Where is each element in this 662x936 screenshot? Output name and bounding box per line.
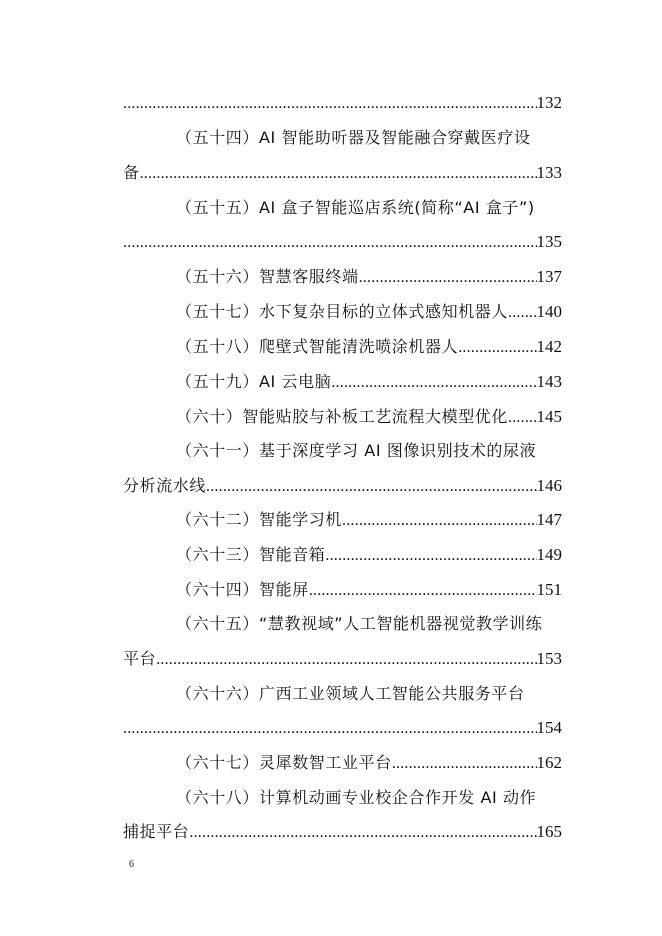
toc-entry-57[interactable] <box>176 299 562 325</box>
toc-entry-65-line2[interactable] <box>123 646 562 672</box>
dot-leader <box>123 716 537 741</box>
toc-entry-title: （六十六）广西工业领域人工智能公共服务平台 <box>176 684 525 703</box>
toc-entry-title-cont: 备 <box>123 163 140 182</box>
dot-leader <box>156 647 536 672</box>
toc-entry-66-line1[interactable] <box>176 681 562 707</box>
toc-page-number: 149 <box>536 545 562 564</box>
toc-entry-62[interactable] <box>176 507 562 533</box>
dot-leader <box>189 820 536 845</box>
toc-entry-continuation[interactable] <box>123 90 562 116</box>
toc-page-number: 137 <box>536 267 562 286</box>
toc-entry-67[interactable] <box>176 750 562 776</box>
dot-leader <box>508 405 536 430</box>
dot-leader <box>309 578 537 603</box>
dot-leader <box>140 161 537 186</box>
toc-entry-55-line1[interactable] <box>176 195 562 221</box>
toc-entry-title: （六十五）“慧教视域”人工智能机器视觉教学训练 <box>176 614 543 633</box>
toc-entry-title: （五十八）爬壁式智能清洗喷涂机器人 <box>176 337 459 356</box>
toc-entry-68-line2[interactable] <box>123 819 562 845</box>
toc-page-number: 140 <box>536 302 562 321</box>
toc-entry-64[interactable] <box>176 577 562 603</box>
toc-entry-title: （六十）智能贴胶与补板工艺流程大模型优化 <box>176 407 509 426</box>
toc-entry-66-line2[interactable] <box>123 715 562 741</box>
toc-entry-title: （六十七）灵犀数智工业平台 <box>176 753 392 772</box>
toc-entry-56[interactable] <box>176 264 562 290</box>
toc-entry-title: （五十七）水下复杂目标的立体式感知机器人 <box>176 302 509 321</box>
dot-leader <box>206 474 536 499</box>
toc-page-number: 146 <box>536 476 562 495</box>
dot-leader <box>359 265 537 290</box>
toc-entry-54-line1[interactable] <box>176 125 562 151</box>
toc-page-number: 142 <box>536 337 562 356</box>
toc-entry-60[interactable] <box>176 404 562 430</box>
toc-entry-title: （六十四）智能屏 <box>176 580 309 599</box>
toc-entry-title: （六十八）计算机动画专业校企合作开发 AI 动作 <box>176 788 537 807</box>
toc-page-number: 162 <box>536 753 562 772</box>
toc-entry-65-line1[interactable] <box>176 611 562 637</box>
dot-leader <box>392 751 537 776</box>
dot-leader <box>123 91 537 116</box>
toc-entry-title: （六十三）智能音箱 <box>176 545 326 564</box>
toc-entry-59[interactable] <box>176 369 562 395</box>
dot-leader <box>342 508 536 533</box>
toc-entry-54-line2[interactable] <box>123 160 562 186</box>
toc-entry-61-line1[interactable] <box>176 438 562 464</box>
toc-page-number: 145 <box>536 407 562 426</box>
toc-entry-title-cont: 平台 <box>123 649 157 668</box>
dot-leader <box>123 230 537 255</box>
toc-page-number: 154 <box>536 718 562 737</box>
toc-entry-58[interactable] <box>176 334 562 360</box>
toc-page-number: 133 <box>536 163 562 182</box>
toc-entry-title: （五十五）AI 盒子智能巡店系统(简称“AI 盒子”) <box>176 198 535 217</box>
dot-leader <box>458 335 536 360</box>
toc-page-number: 132 <box>536 93 562 112</box>
toc-entry-title: （五十四）AI 智能助听器及智能融合穿戴医疗设 <box>176 128 531 147</box>
toc-page-number: 153 <box>536 649 562 668</box>
toc-entry-61-line2[interactable] <box>123 473 562 499</box>
toc-entry-title: （六十二）智能学习机 <box>176 510 343 529</box>
toc-entry-title-cont: 捕捉平台 <box>123 822 190 841</box>
toc-page-number: 143 <box>536 372 562 391</box>
dot-leader <box>325 543 536 568</box>
toc-entry-55-line2[interactable] <box>123 229 562 255</box>
toc-page-number: 135 <box>536 232 562 251</box>
toc-page-number: 165 <box>536 822 562 841</box>
toc-entry-63[interactable] <box>176 542 562 568</box>
dot-leader <box>331 370 536 395</box>
toc-entry-title: （五十九）AI 云电脑 <box>176 372 332 391</box>
toc-entry-title: （五十六）智慧客服终端 <box>176 267 359 286</box>
footer-page-number: 6 <box>129 859 134 870</box>
toc-entry-title-cont: 分析流水线 <box>123 476 207 495</box>
dot-leader <box>508 300 536 325</box>
toc-entry-title: （六十一）基于深度学习 AI 图像识别技术的尿液 <box>176 441 537 460</box>
toc-page-number: 147 <box>536 510 562 529</box>
toc-page-number: 151 <box>536 580 562 599</box>
toc-entry-68-line1[interactable] <box>176 785 562 811</box>
